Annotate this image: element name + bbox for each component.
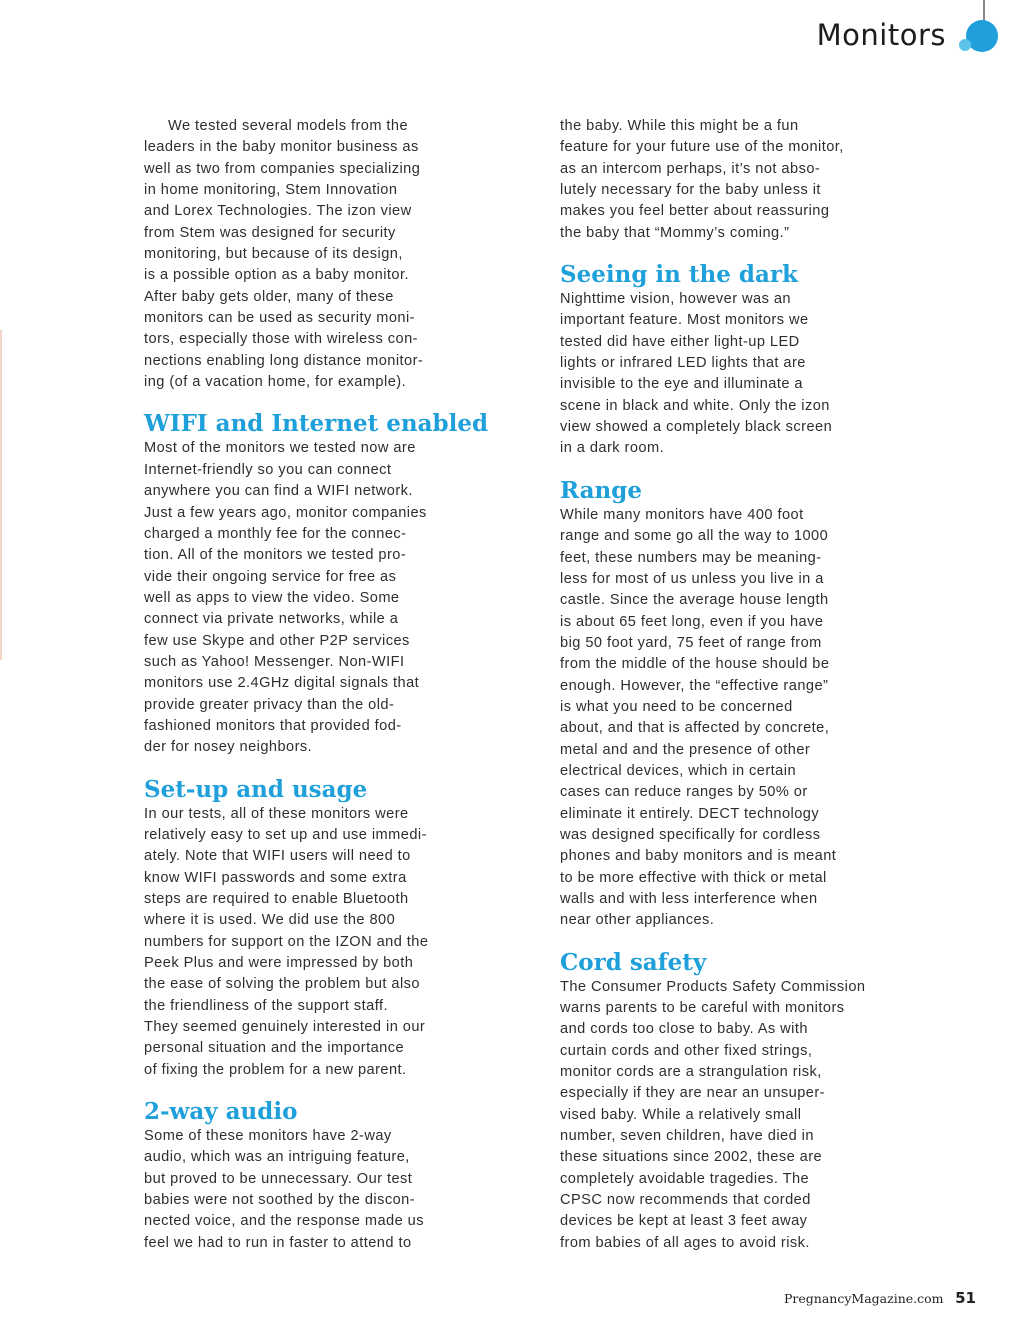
page-footer: [784, 1289, 976, 1307]
bubble-icon: [950, 0, 1000, 62]
body-cord: The Consumer Products Safety Commission warns parents to be careful with monitors and cords too close to baby. As with curtain cords and other fixed strings, monitor cords are a strangulation risk, especially if they are near an unsuper- vised baby. While a relatively small number, seven children, have died in these situations since 2002, these are completely avoidable tragedies. The CPSC now recommends that corded devices be kept at least 3 feet away from babies of all ages to avoid risk.: [560, 978, 866, 1251]
heading-setup: Set-up and usage: [144, 775, 368, 803]
heading-dark: Seeing in the dark: [560, 261, 798, 289]
heading-cord: Cord safety: [560, 948, 707, 976]
body-setup: In our tests, all of these monitors were relatively easy to set up and use immedi- ately. Note that WIFI users will need to know WIFI passwords and some extra steps are required to enable Bluetooth where it is used. We did use the 800 numbers for support on the IZON and the Peek Plus and were impressed by both the ease of solving the problem but also the friendliness of the support staff. They seemed genuinely interested in our personal situation and the importance of fixing the problem for a new parent.: [144, 805, 429, 1078]
heading-range: Range: [560, 476, 642, 504]
body-dark: Nighttime vision, however was an important feature. Most monitors we tested did have either light-up LED lights or infrared LED lights that are invisible to the eye and illuminate a scene in black and white. Only the izon view showed a completely black screen in a dark room.: [560, 291, 833, 457]
body-audio: Some of these monitors have 2-way audio, which was an intriguing feature, but proved to be unnecessary. Our test babies were not soothed by the discon- nected voice, and the response made us feel we had to run in faster to attend to: [144, 1128, 424, 1251]
page-number: 51: [955, 1289, 976, 1307]
intro-paragraph: We tested several models from the leaders in the baby monitor business as well as two from companies specializing in home monitoring, Stem Innovation and Lorex Technologies. The izon view from Stem was designed for security monitoring, but because of its design, is a possible option as a baby monitor. After baby gets older, many of these monitors can be used as security moni- tors, especially those with wireless con- nections enabling long distance monitor- ing (of a vacation home, for example).: [144, 118, 424, 391]
heading-wifi: WIFI and Internet enabled: [144, 410, 489, 438]
right-column: [560, 116, 895, 1254]
website-link[interactable]: PregnancyMagazine.com: [784, 1291, 944, 1306]
continuation-paragraph: the baby. While this might be a fun feature for your future use of the monitor, as an intercom perhaps, it’s not abso- lutely necessary for the baby unless it makes you feel better about reassuring the baby that “Mommy’s coming.”: [560, 118, 844, 241]
body-wifi: Most of the monitors we tested now are Internet-friendly so you can connect anywhere you can find a WIFI network. Just a few years ago, monitor companies charged a monthly fee for the connec- tion. All of the monitors we tested pro- vide their ongoing service for free as well as apps to view the video. Some connect via private networks, while a few use Skype and other P2P services such as Yahoo! Messenger. Non-WIFI monitors use 2.4GHz digital signals that provide greater privacy than the old- fashioned monitors that provided fod- der for nosey neighbors.: [144, 440, 427, 756]
heading-audio: 2-way audio: [144, 1098, 298, 1126]
left-column: [144, 116, 489, 1254]
page-edge-mark: [0, 330, 2, 660]
body-range: While many monitors have 400 foot range and some go all the way to 1000 feet, these numbers may be meaning- less for most of us unless you live in a castle. Since the average house length is about 65 feet long, even if you have big 50 foot yard, 75 feet of range from from the middle of the house should be enough. However, the “effective range” is what you need to be concerned about, and that is affected by concrete, metal and and the presence of other electrical devices, which in certain cases can reduce ranges by 50% or eliminate it entirely. DECT technology was designed specifically for cordless phones and baby monitors and is meant to be more effective with thick or metal walls and with less interference when near other appliances.: [560, 506, 837, 929]
section-title: Monitors: [816, 18, 946, 52]
